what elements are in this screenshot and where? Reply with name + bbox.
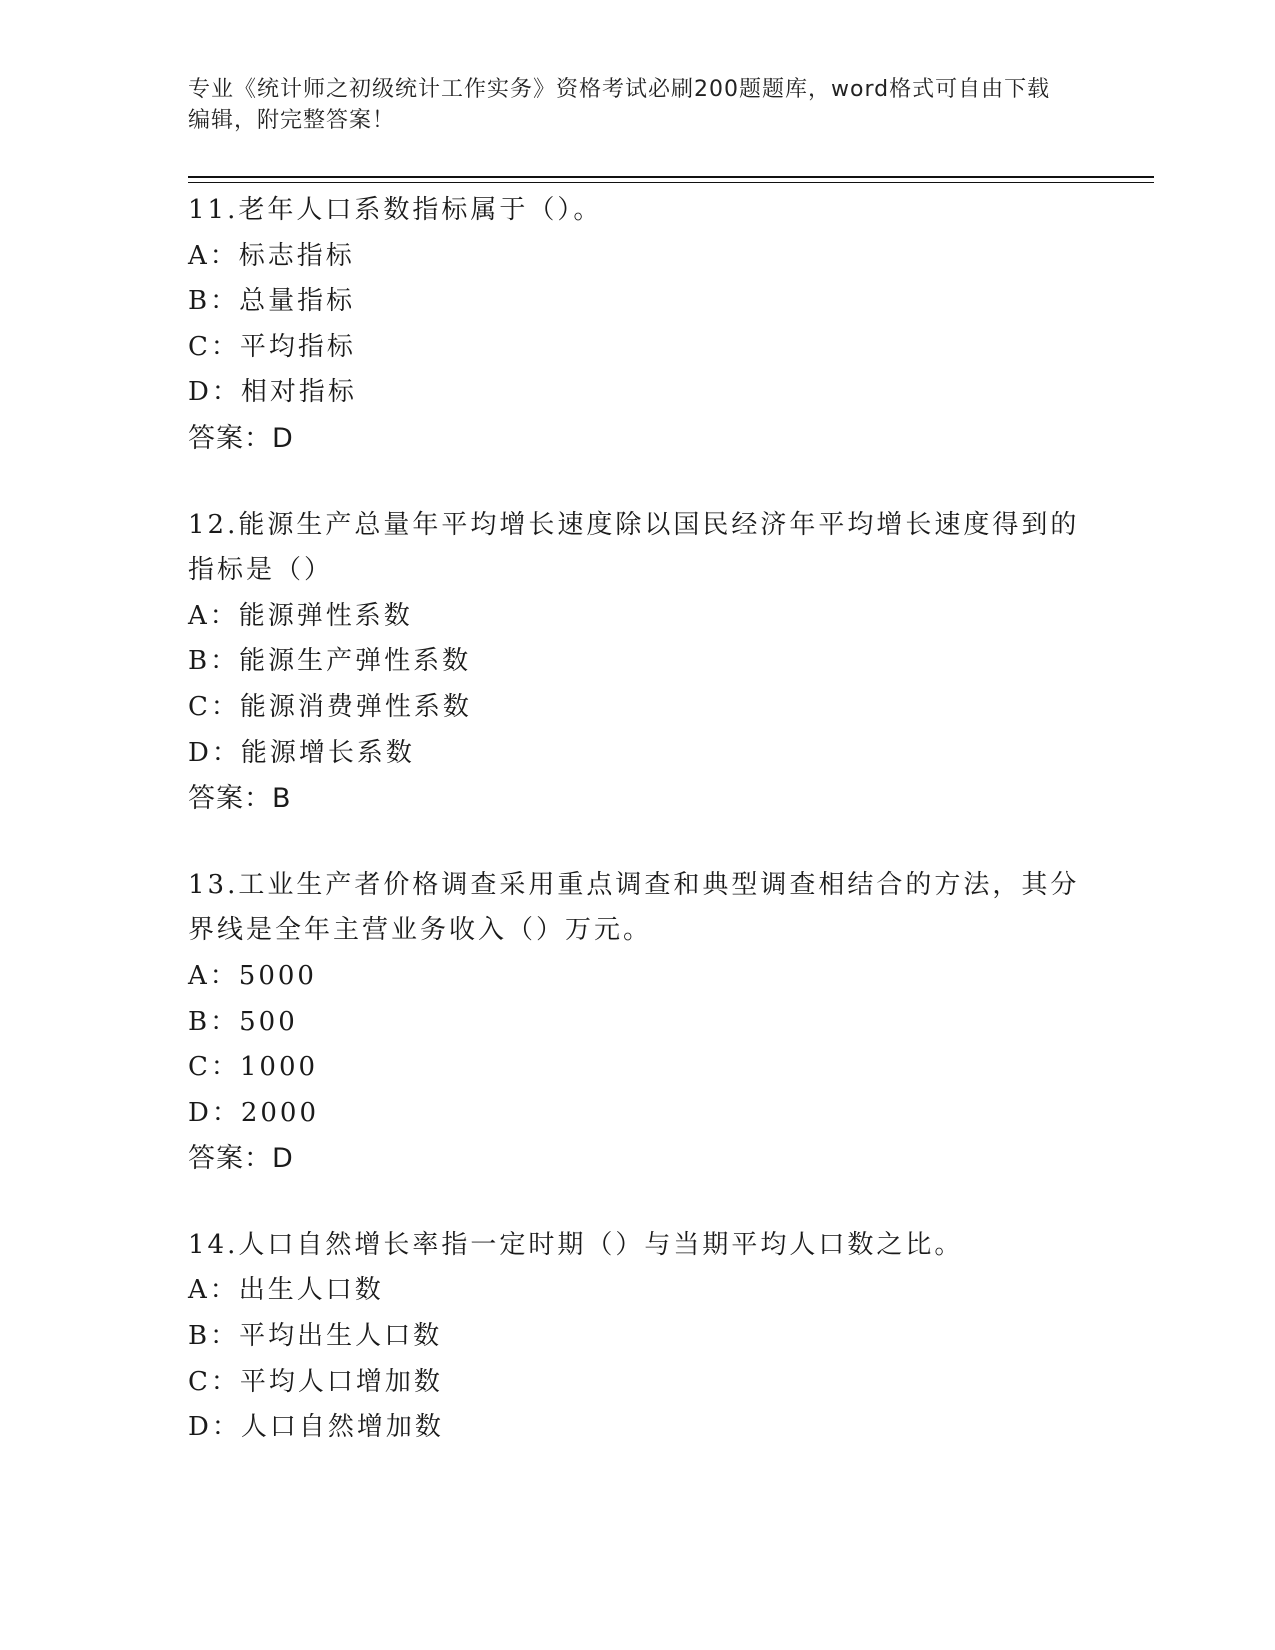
answer-line: 答案：D bbox=[188, 1143, 294, 1175]
option-c: C：能源消费弹性系数 bbox=[188, 691, 472, 722]
question-list bbox=[188, 188, 1088, 1492]
option-c: C：平均人口增加数 bbox=[188, 1366, 443, 1397]
option-b: B：总量指标 bbox=[188, 286, 356, 317]
option-b: B：平均出生人口数 bbox=[188, 1321, 443, 1352]
option-a: A：5000 bbox=[188, 960, 317, 991]
option-d: D：人口自然增加数 bbox=[188, 1412, 444, 1443]
question-stem: 14.人口自然增长率指一定时期（）与当期平均人口数之比。 bbox=[188, 1229, 964, 1260]
option-a: A：出生人口数 bbox=[188, 1275, 384, 1306]
option-a: A：标志指标 bbox=[188, 240, 355, 271]
question-stem: 11.老年人口系数指标属于（）。 bbox=[188, 195, 603, 225]
option-d: D：2000 bbox=[188, 1097, 320, 1128]
question-14 bbox=[188, 1223, 1088, 1451]
answer-line: 答案：B bbox=[188, 783, 292, 815]
option-c: C：1000 bbox=[188, 1052, 319, 1083]
option-a: A：能源弹性系数 bbox=[188, 600, 413, 631]
option-b: B：500 bbox=[188, 1006, 298, 1037]
question-stem: 13.工业生产者价格调查采用重点调查和典型调查相结合的方法，其分界线是全年主营业务收入（）万元。 bbox=[188, 869, 1080, 946]
option-c: C：平均指标 bbox=[188, 331, 356, 362]
option-d: D：能源增长系数 bbox=[188, 737, 415, 768]
header-rule-thin bbox=[188, 182, 1154, 183]
question-11 bbox=[188, 188, 1088, 462]
question-13 bbox=[188, 863, 1088, 1182]
question-stem: 12.能源生产总量年平均增长速度除以国民经济年平均增长速度得到的指标是（） bbox=[188, 509, 1080, 586]
document-header: 专业《统计师之初级统计工作实务》资格考试必刷200题题库，word格式可自由下载编辑，附完整答案！ bbox=[188, 77, 1051, 133]
answer-line: 答案：D bbox=[188, 422, 294, 454]
option-d: D：相对指标 bbox=[188, 377, 357, 408]
question-12 bbox=[188, 503, 1088, 822]
option-b: B：能源生产弹性系数 bbox=[188, 646, 472, 677]
header-rule-thick bbox=[188, 176, 1154, 178]
